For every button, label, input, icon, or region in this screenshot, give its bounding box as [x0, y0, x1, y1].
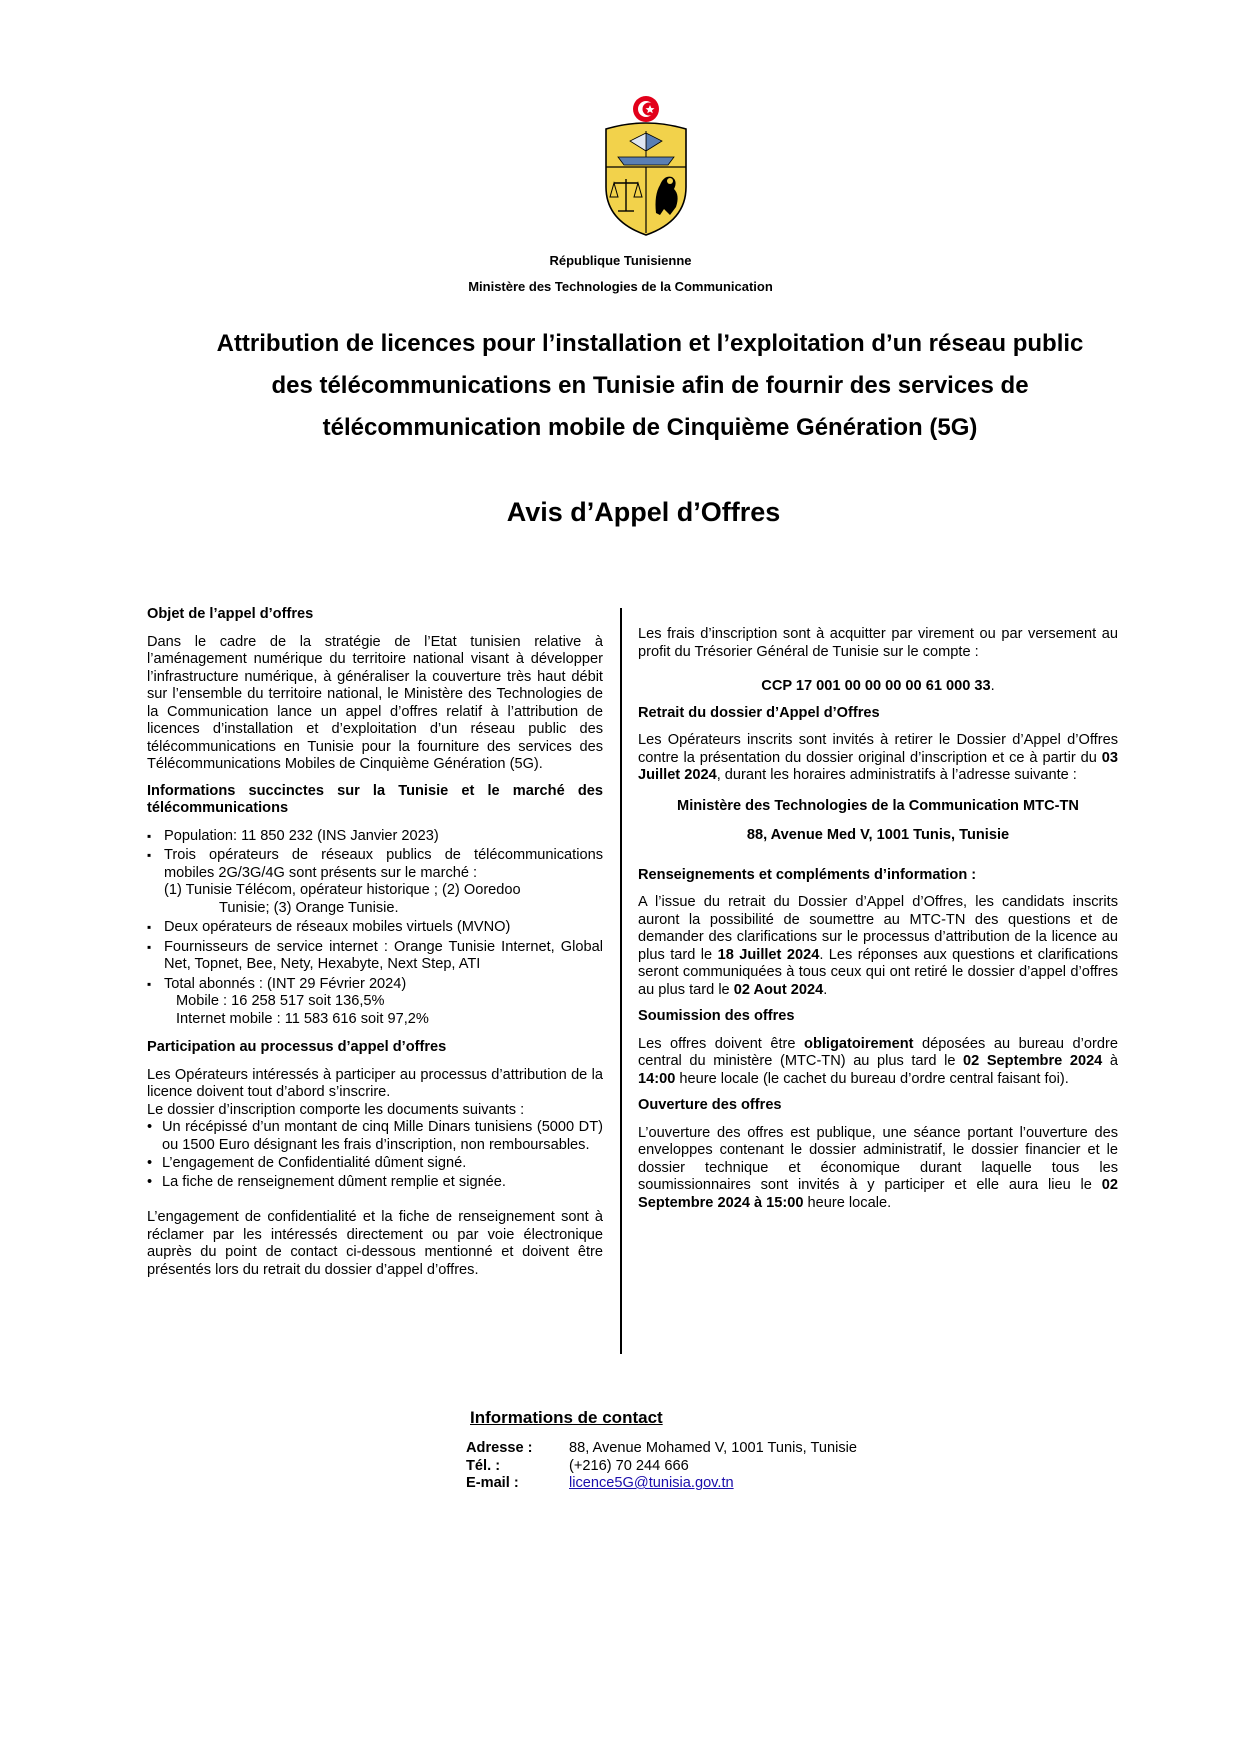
info-population: ▪ Population: 11 850 232 (INS Janvier 2023) — [147, 828, 603, 846]
retrait-date: 03 Juillet 2024 — [638, 749, 1118, 783]
soumission-time: 14:00 — [638, 1070, 676, 1087]
renseignements-heading: Renseignements et compléments d’information : — [638, 866, 977, 883]
info-total — [147, 976, 603, 1029]
contact-info — [466, 1440, 857, 1493]
contact-heading: Informations de contact — [470, 1408, 663, 1427]
frais-text: Les frais d’inscription sont à acquitter par virement ou par versement au profit du Trésorier Général de Tunisie sur le compte : — [638, 626, 1118, 660]
info-operators — [147, 847, 603, 917]
ccp-suffix: . — [990, 678, 995, 694]
ministry-address-line-2: 88, Avenue Med V, 1001 Tunis, Tunisie — [746, 827, 1010, 843]
email-link[interactable]: licence5G@tunisia.gov.tn — [569, 1475, 734, 1491]
document-item: • L’engagement de Confidentialité dûment signé. — [147, 1155, 603, 1173]
ouverture-text — [638, 1125, 1118, 1213]
info-heading: Informations succinctes sur la Tunisie et le marché des télécommunications — [147, 782, 603, 816]
retrait-text — [638, 732, 1118, 785]
info-operators-list-a: (1) Tunisie Télécom, opérateur historique ; (2) Ooredoo — [164, 882, 521, 898]
soumission-text — [638, 1036, 1118, 1089]
right-column — [638, 626, 1118, 1212]
info-operators-list-b: Tunisie; (3) Orange Tunisie. — [219, 899, 399, 916]
info-mobile: Mobile : 16 258 517 soit 136,5% — [176, 993, 385, 1009]
avis-heading: Avis d’Appel d’Offres — [506, 497, 781, 527]
renseignements-text — [638, 894, 1118, 999]
info-mvno: ▪ Deux opérateurs de réseaux mobiles virtuels (MVNO) — [147, 919, 603, 937]
ccp-number: CCP 17 001 00 00 00 00 61 000 33 — [761, 678, 991, 694]
ministry-address-line-1: Ministère des Technologies de la Communication MTC-TN — [677, 797, 1079, 814]
contact-email-row — [466, 1475, 857, 1493]
soumission-text-c: à — [1102, 1053, 1118, 1069]
tel-label: Tél. : — [466, 1457, 501, 1474]
soumission-text-d: heure locale (le cachet du bureau d’ordre central faisant foi). — [675, 1070, 1069, 1087]
contact-address-row — [466, 1440, 857, 1458]
address-label: Adresse : — [466, 1440, 533, 1456]
left-column — [147, 606, 603, 1279]
column-divider — [620, 608, 622, 1354]
ministry-label: Ministère des Technologies de la Communication — [468, 279, 773, 294]
address-value: 88, Avenue Mohamed V, 1001 Tunis, Tunisie — [569, 1440, 858, 1456]
ccp-account — [638, 678, 1118, 696]
ouverture-text-a: L’ouverture des offres est publique, une séance portant l’ouverture des enveloppes contenant le dossier administratif, le dossier financier et le dossier technique et économique durant laquelle tous les soumissionnaires sont invités à y participer et elle aura lieu le — [638, 1124, 1118, 1193]
title-line-2: des télécommunications en Tunisie afin de fournir des services de — [271, 372, 1029, 399]
participation-text-2: Le dossier d’inscription comporte les documents suivants : — [147, 1101, 525, 1118]
soumission-text-b: déposées au bureau d’ordre central du ministère (MTC-TN) au plus tard le — [638, 1035, 1118, 1069]
participation-text-3: L’engagement de confidentialité et la fiche de renseignement sont à réclamer par les intéressés directement ou par voie électronique auprès du point de contact ci-dessous mentionné et doivent être présentés lors du retrait du dossier d’appel d’offres. — [147, 1209, 603, 1278]
ouverture-date: 02 Septembre 2024 à 15:00 — [638, 1177, 1118, 1211]
retrait-text-b: , durant les horaires administratifs à l’adresse suivante : — [716, 767, 1077, 783]
document-item: • La fiche de renseignement dûment remplie et signée. — [147, 1174, 603, 1192]
email-label: E-mail : — [466, 1475, 519, 1491]
document-item: • Un récépissé d’un montant de cinq Mille Dinars tunisiens (5000 DT) ou 1500 Euro désignant les frais d’inscription, non remboursables. — [147, 1119, 603, 1154]
renseignements-date-2: 02 Aout 2024 — [733, 981, 824, 998]
soumission-obligatoirement: obligatoirement — [804, 1035, 914, 1052]
title-line-1: Attribution de licences pour l’installation et l’exploitation d’un réseau public — [216, 330, 1084, 357]
renseignements-text-b: . Les réponses aux questions et clarifications seront communiquées à tous ceux qui ont retiré le dossier d’appel d’offres au plus tard le — [638, 946, 1118, 998]
document-title — [160, 323, 1140, 449]
ouverture-heading: Ouverture des offres — [638, 1097, 782, 1113]
objet-text: Dans le cadre de la stratégie de l’Etat tunisien relative à l’aménagement numérique du territoire national visant à développer l’infrastructure numérique, à généraliser la couverture très haut débit sur l’ensemble du territoire national, le Ministère des Technologies de la Communication lance un appel d’offres relatif à l’attribution de licences d’installation et d’exploitation d’un réseau public des télécommunications en Tunisie pour la fourniture des services des Télécommunications Mobiles de Cinquième Génération (5G). — [147, 633, 603, 772]
info-isp: ▪ Fournisseurs de service internet : Orange Tunisie Internet, Global Net, Topnet, Bee, Nety, Hexabyte, Next Step, ATI — [147, 939, 603, 974]
participation-text-1: Les Opérateurs intéressés à participer au processus d’attribution de la licence doivent tout d’abord s’inscrire. — [147, 1066, 603, 1100]
info-internet-mobile: Internet mobile : 11 583 616 soit 97,2% — [176, 1010, 429, 1027]
ouverture-text-b: heure locale. — [803, 1194, 892, 1211]
documents-list — [147, 1119, 603, 1191]
republic-label: République Tunisienne — [549, 253, 692, 268]
soumission-heading: Soumission des offres — [638, 1008, 795, 1024]
retrait-heading: Retrait du dossier d’Appel d’Offres — [638, 704, 880, 721]
renseignements-text-c: . — [823, 981, 828, 998]
tunisia-coat-of-arms-emblem — [600, 95, 692, 237]
title-line-3: télécommunication mobile de Cinquième Génération (5G) — [322, 414, 978, 441]
info-total-text: Total abonnés : (INT 29 Février 2024) — [164, 975, 407, 992]
soumission-date: 02 Septembre 2024 — [963, 1053, 1103, 1069]
info-list — [147, 828, 603, 1029]
soumission-text-a: Les offres doivent être — [638, 1035, 805, 1052]
tel-value: (+216) 70 244 666 — [569, 1457, 689, 1474]
participation-heading: Participation au processus d’appel d’offres — [147, 1039, 447, 1055]
info-operators-text: Trois opérateurs de réseaux publics de télécommunications mobiles 2G/3G/4G sont présents sur le marché : — [164, 847, 603, 881]
objet-heading: Objet de l’appel d’offres — [147, 606, 314, 622]
retrait-text-a: Les Opérateurs inscrits sont invités à retirer le Dossier d’Appel d’Offres contre la présentation du dossier original d’inscription et ce à partir du — [638, 732, 1118, 766]
renseignements-date-1: 18 Juillet 2024 — [717, 946, 820, 963]
renseignements-text-a: A l’issue du retrait du Dossier d’Appel d’Offres, les candidats inscrits auront la possibilité de soumettre au MTC-TN des questions et de demander des clarifications sur le processus d’attribution de la licence au plus tard le — [638, 894, 1118, 963]
contact-tel-row — [466, 1458, 857, 1476]
